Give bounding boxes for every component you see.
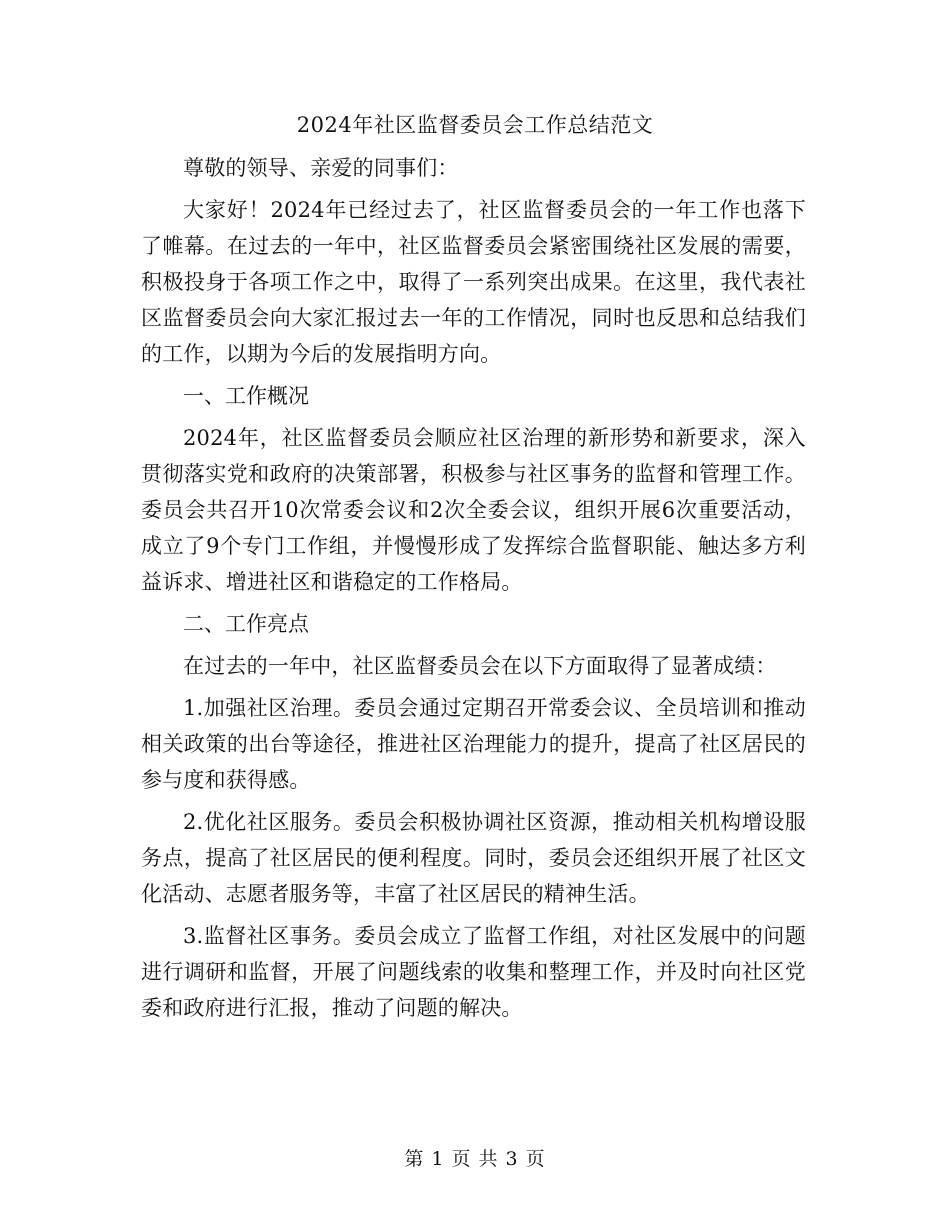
- highlight-item-3: 3.监督社区事务。委员会成立了监督工作组，对社区发展中的问题进行调研和监督，开展了问题线索的收集和整理工作，并及时向社区党委和政府进行汇报，推动了问题的解决。: [141, 924, 806, 1020]
- document-title: 2024年社区监督委员会工作总结范文: [296, 113, 654, 137]
- section-heading-highlights: 二、工作亮点: [183, 612, 309, 636]
- overview-paragraph: 2024年，社区监督委员会顺应社区治理的新形势和新要求，深入贯彻落实党和政府的决策部署，积极参与社区事务的监督和管理工作。委员会共召开10次常委会议和2次全委会议，组织开展6次重要活动，成立了9个专门工作组，并慢慢形成了发挥综合监督职能、触达多方利益诉求、增进社区和谐稳定的工作格局。: [141, 426, 806, 594]
- page-number-footer: 第 1 页 共 3 页: [404, 1148, 546, 1170]
- highlights-intro-paragraph: 在过去的一年中，社区监督委员会在以下方面取得了显著成绩：: [183, 654, 777, 678]
- section-heading-overview: 一、工作概况: [183, 384, 309, 408]
- highlight-item-1: 1.加强社区治理。委员会通过定期召开常委会议、全员培训和推动相关政策的出台等途径，推进社区治理能力的提升，提高了社区居民的参与度和获得感。: [141, 696, 806, 792]
- greeting-paragraph: 尊敬的领导、亲爱的同事们：: [183, 156, 459, 180]
- intro-paragraph: 大家好！2024年已经过去了，社区监督委员会的一年工作也落下了帷幕。在过去的一年中，社区监督委员会紧密围绕社区发展的需要，积极投身于各项工作之中，取得了一系列突出成果。在这里，我代表社区监督委员会向大家汇报过去一年的工作情况，同时也反思和总结我们的工作，以期为今后的发展指明方向。: [141, 198, 806, 366]
- highlight-item-2: 2.优化社区服务。委员会积极协调社区资源，推动相关机构增设服务点，提高了社区居民的便利程度。同时，委员会还组织开展了社区文化活动、志愿者服务等，丰富了社区居民的精神生活。: [141, 810, 806, 906]
- document-body: [141, 150, 806, 1032]
